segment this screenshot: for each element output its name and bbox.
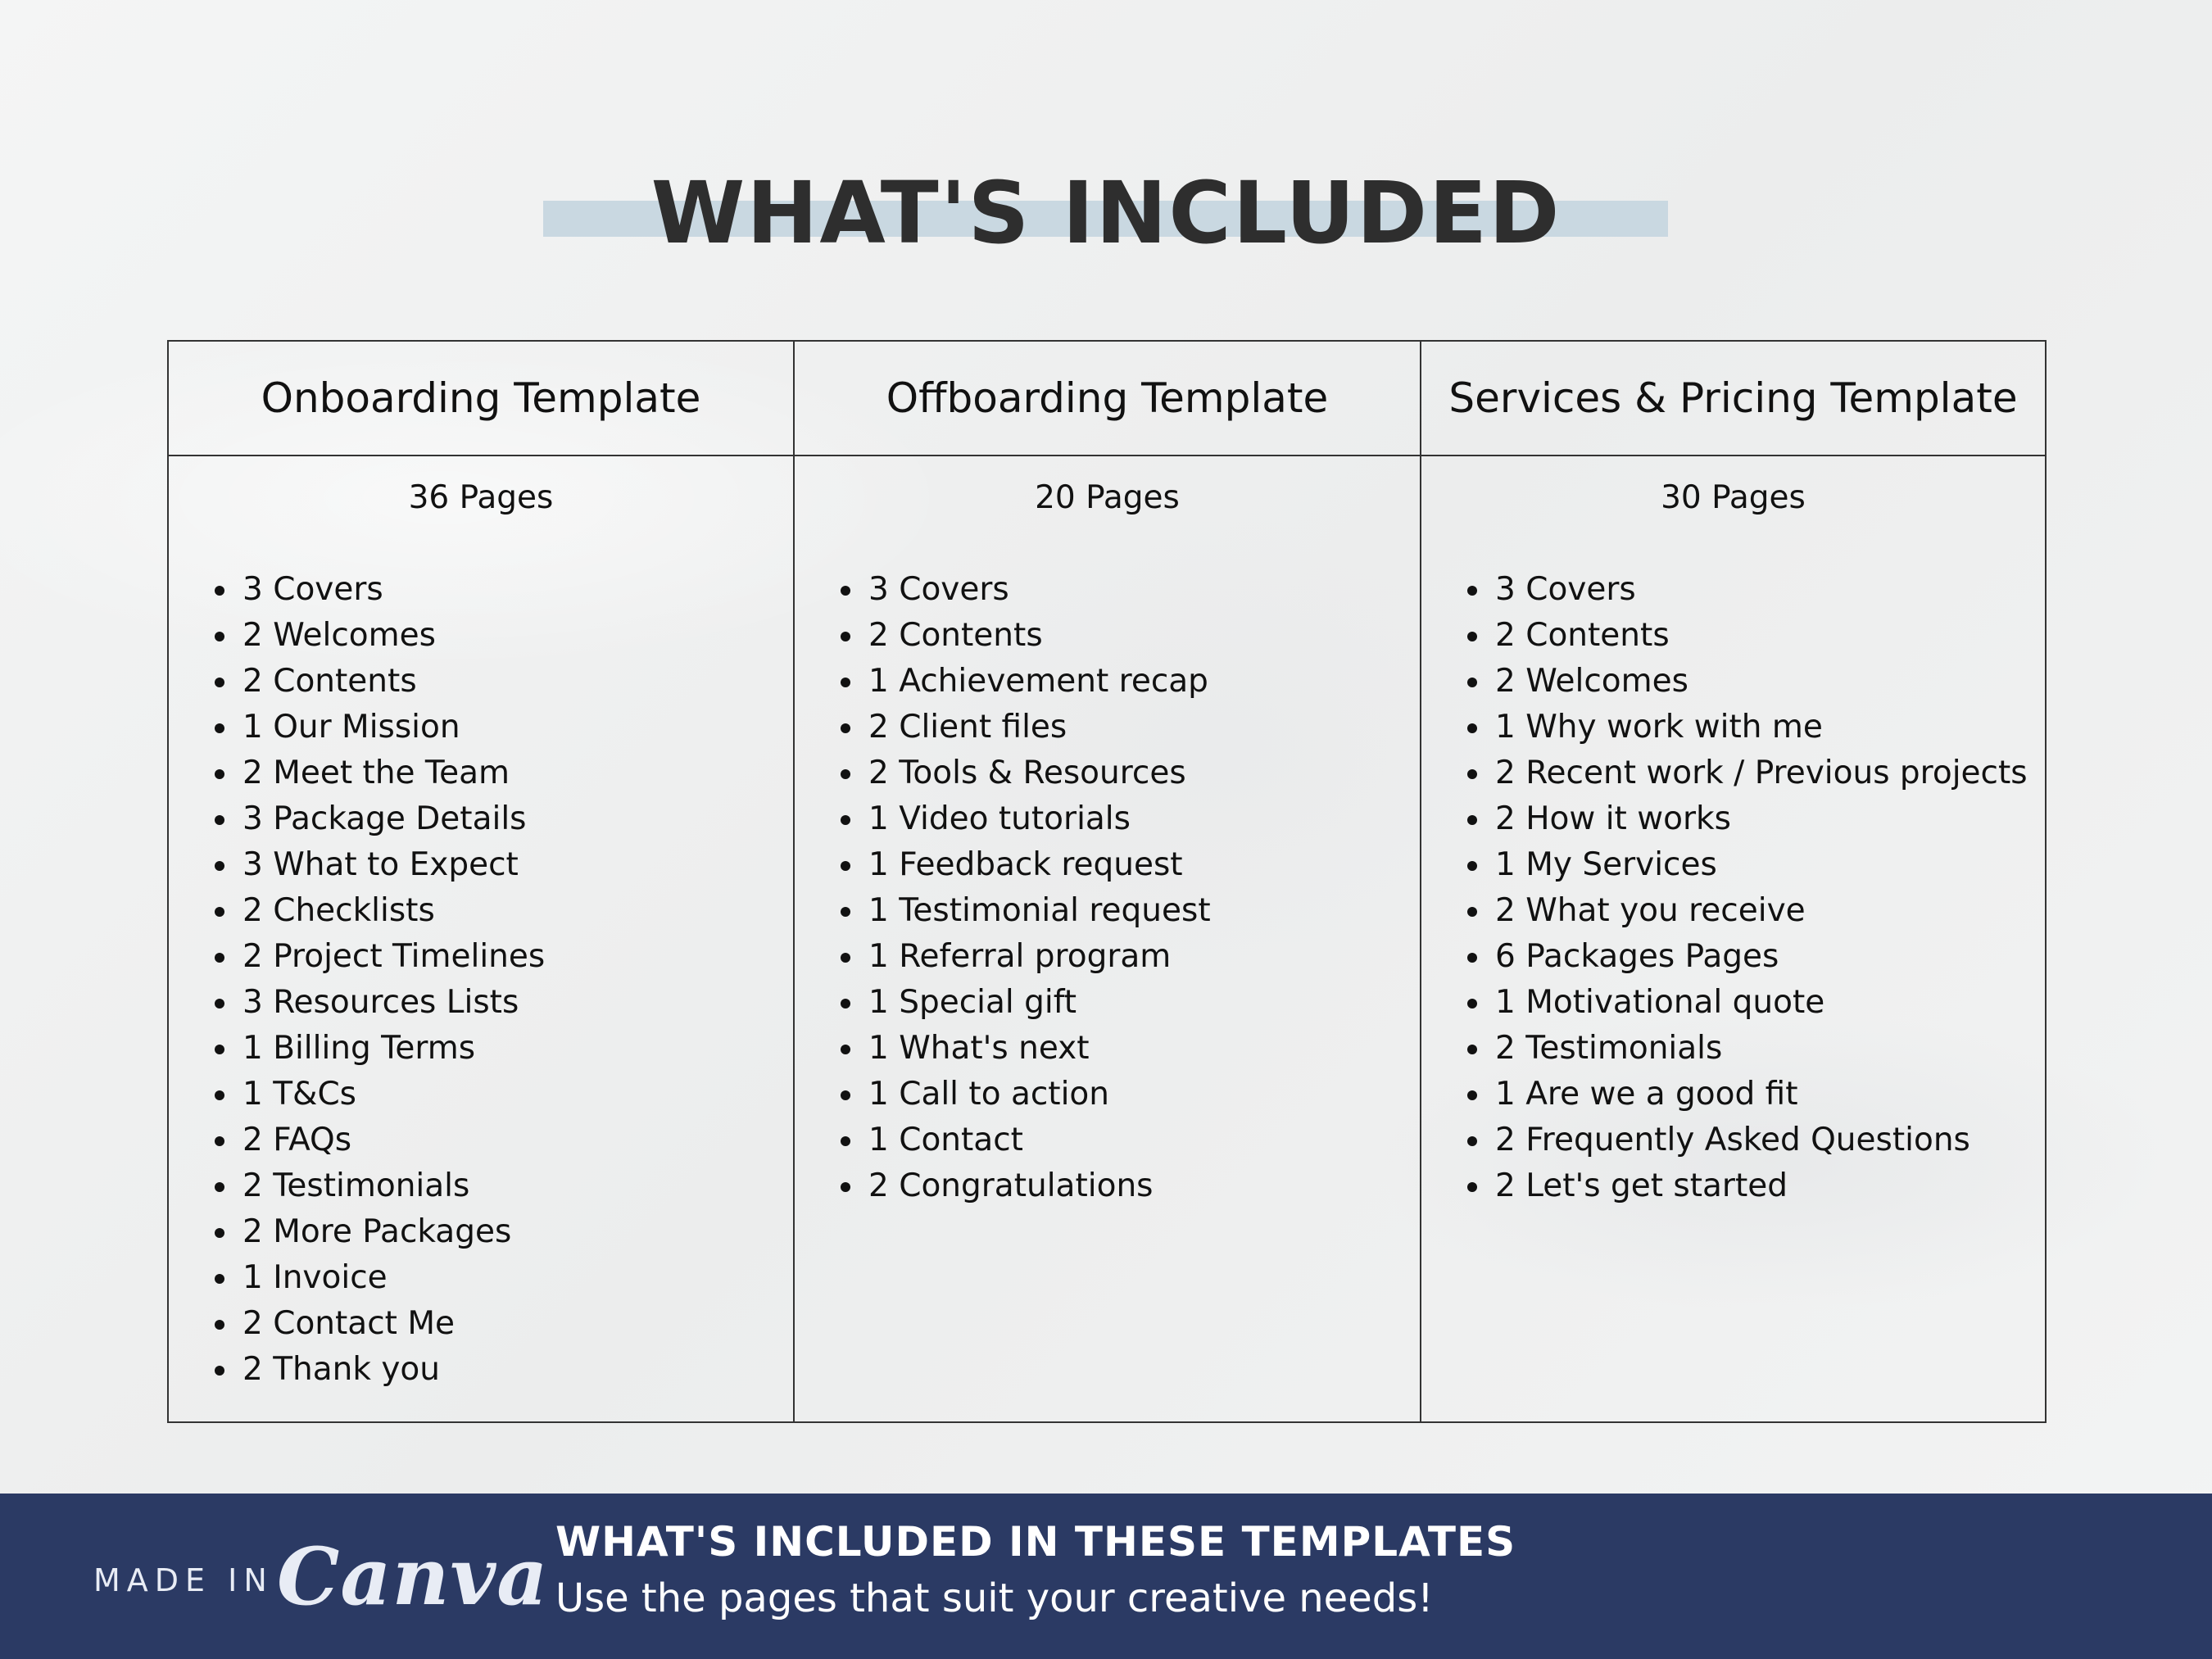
- column-heading-offboarding: Offboarding Template: [795, 342, 1421, 456]
- list-item: 2 Client files: [839, 705, 1403, 750]
- list-item: 2 Testimonials: [213, 1163, 777, 1209]
- list-item: 2 Testimonials: [1466, 1026, 2028, 1072]
- list-item: 1 Our Mission: [213, 705, 777, 750]
- list-item: 2 Checklists: [213, 888, 777, 934]
- list-item: 2 Frequently Asked Questions: [1466, 1117, 2028, 1163]
- list-item: 2 Contents: [213, 659, 777, 705]
- list-item: 1 Achievement recap: [839, 659, 1403, 705]
- list-item: 2 Recent work / Previous projects: [1466, 750, 2028, 796]
- page-count: 30 Pages: [1661, 479, 1806, 516]
- column-body-offboarding: [795, 456, 1421, 1421]
- list-item: 2 Welcomes: [1466, 659, 2028, 705]
- page-count: 36 Pages: [408, 479, 554, 516]
- column-body-services-pricing: [1421, 456, 2045, 1421]
- list-item: 1 Video tutorials: [839, 796, 1403, 842]
- list-item: 1 Referral program: [839, 934, 1403, 980]
- list-item: 2 More Packages: [213, 1209, 777, 1255]
- list-item: 2 Welcomes: [213, 613, 777, 659]
- list-item: 1 My Services: [1466, 842, 2028, 888]
- list-item: 2 Tools & Resources: [839, 750, 1403, 796]
- footer-title: WHAT'S INCLUDED IN THESE TEMPLATES: [555, 1518, 1516, 1566]
- column-heading-onboarding: Onboarding Template: [169, 342, 795, 456]
- templates-table: [167, 340, 2047, 1423]
- list-item: 1 Feedback request: [839, 842, 1403, 888]
- list-item: 2 Contact Me: [213, 1301, 777, 1347]
- list-item: 3 Covers: [213, 567, 777, 613]
- list-item: 3 Covers: [839, 567, 1403, 613]
- list-item: 1 Invoice: [213, 1255, 777, 1301]
- list-item: 2 Contents: [1466, 613, 2028, 659]
- list-item: 2 Congratulations: [839, 1163, 1403, 1209]
- list-item: 1 What's next: [839, 1026, 1403, 1072]
- list-item: 3 Covers: [1466, 567, 2028, 613]
- list-item: 3 Resources Lists: [213, 980, 777, 1026]
- list-item: 1 Call to action: [839, 1072, 1403, 1117]
- list-item: 3 What to Expect: [213, 842, 777, 888]
- list-item: 2 What you receive: [1466, 888, 2028, 934]
- list-item: 1 Billing Terms: [213, 1026, 777, 1072]
- list-item: 2 Contents: [839, 613, 1403, 659]
- item-list: [213, 567, 777, 1393]
- list-item: 2 Let's get started: [1466, 1163, 2028, 1209]
- footer-banner: [0, 1494, 2212, 1659]
- list-item: 1 Testimonial request: [839, 888, 1403, 934]
- footer-subtitle: Use the pages that suit your creative needs!: [555, 1575, 1434, 1621]
- list-item: 2 Meet the Team: [213, 750, 777, 796]
- page-count: 20 Pages: [1035, 479, 1180, 516]
- list-item: 1 Special gift: [839, 980, 1403, 1026]
- page-header: [0, 156, 2212, 279]
- item-list: [839, 567, 1403, 1209]
- column-heading-services-pricing: Services & Pricing Template: [1421, 342, 2045, 456]
- list-item: 2 How it works: [1466, 796, 2028, 842]
- list-item: 1 Motivational quote: [1466, 980, 2028, 1026]
- column-body-onboarding: [169, 456, 795, 1421]
- list-item: 1 T&Cs: [213, 1072, 777, 1117]
- made-in-label: MADE IN: [93, 1562, 274, 1598]
- list-item: 2 Project Timelines: [213, 934, 777, 980]
- list-item: 3 Package Details: [213, 796, 777, 842]
- list-item: 2 Thank you: [213, 1347, 777, 1393]
- list-item: 2 FAQs: [213, 1117, 777, 1163]
- page-title: WHAT'S INCLUDED: [650, 163, 1562, 263]
- list-item: 1 Are we a good fit: [1466, 1072, 2028, 1117]
- list-item: 6 Packages Pages: [1466, 934, 2028, 980]
- list-item: 1 Why work with me: [1466, 705, 2028, 750]
- item-list: [1466, 567, 2028, 1209]
- canva-logo: Canva: [277, 1530, 549, 1623]
- list-item: 1 Contact: [839, 1117, 1403, 1163]
